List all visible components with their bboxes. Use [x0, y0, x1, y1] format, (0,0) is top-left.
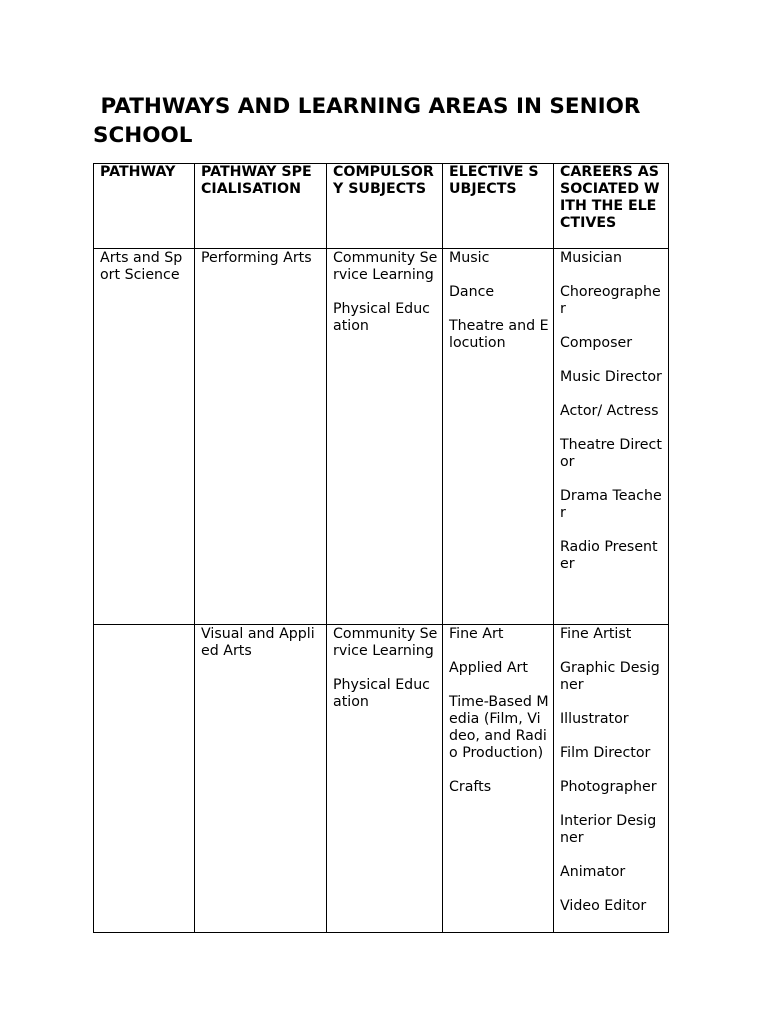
header-elective-subjects: ELECTIVE SUBJECTS	[443, 164, 554, 249]
career-item: Drama Teacher	[560, 488, 662, 521]
elective-subject: Dance	[449, 284, 495, 300]
compulsory-cell	[327, 249, 443, 625]
careers-cell	[554, 625, 669, 933]
specialisation-cell	[195, 625, 327, 933]
careers-cell	[554, 249, 669, 625]
career-item: Video Editor	[560, 898, 647, 914]
compulsory-subject: Physical Education	[333, 677, 430, 710]
specialisation-name: Performing Arts	[201, 250, 312, 266]
specialisation-name: Visual and Applied Arts	[201, 626, 315, 659]
compulsory-subject: Physical Education	[333, 301, 430, 334]
career-item: Interior Designer	[560, 813, 657, 846]
career-item: Composer	[560, 335, 633, 351]
header-pathway: PATHWAY	[94, 164, 195, 249]
elective-subject: Applied Art	[449, 660, 528, 676]
compulsory-subject: Community Service Learning	[333, 626, 438, 659]
header-pathway-specialisation: PATHWAY SPECIALISATION	[195, 164, 327, 249]
pathway-cell	[94, 625, 195, 933]
elective-subject: Music	[449, 250, 490, 266]
header-compulsory-subjects: COMPULSORY SUBJECTS	[327, 164, 443, 249]
career-item: Musician	[560, 250, 622, 266]
page-title: PATHWAYS AND LEARNING AREAS IN SENIOR SCHOOL	[93, 94, 648, 148]
career-item: Film Director	[560, 745, 651, 761]
specialisation-cell	[195, 249, 327, 625]
header-careers: CAREERS ASSOCIATED WITH THE ELECTIVES	[554, 164, 669, 249]
career-item: Radio Presenter	[560, 539, 658, 572]
career-item: Actor/ Actress	[560, 403, 659, 419]
elective-subject: Time-Based Media (Film, Video, and Radio Production)	[449, 694, 549, 761]
electives-cell	[443, 625, 554, 933]
career-item: Fine Artist	[560, 626, 632, 642]
compulsory-cell	[327, 625, 443, 933]
career-item: Theatre Director	[560, 437, 662, 470]
table-header-row	[94, 164, 669, 249]
career-item: Choreographer	[560, 284, 661, 317]
career-item: Music Director	[560, 369, 662, 385]
career-item: Illustrator	[560, 711, 629, 727]
electives-cell	[443, 249, 554, 625]
elective-subject: Theatre and Elocution	[449, 318, 549, 351]
career-item: Animator	[560, 864, 626, 880]
career-item: Graphic Designer	[560, 660, 660, 693]
elective-subject: Fine Art	[449, 626, 504, 642]
compulsory-subject: Community Service Learning	[333, 250, 438, 283]
pathway-cell	[94, 249, 195, 625]
career-item: Photographer	[560, 779, 657, 795]
table-row	[94, 249, 669, 625]
elective-subject: Crafts	[449, 779, 492, 795]
pathways-table	[93, 163, 669, 933]
table-row	[94, 625, 669, 933]
pathway-name: Arts and Sport Science	[100, 250, 183, 283]
